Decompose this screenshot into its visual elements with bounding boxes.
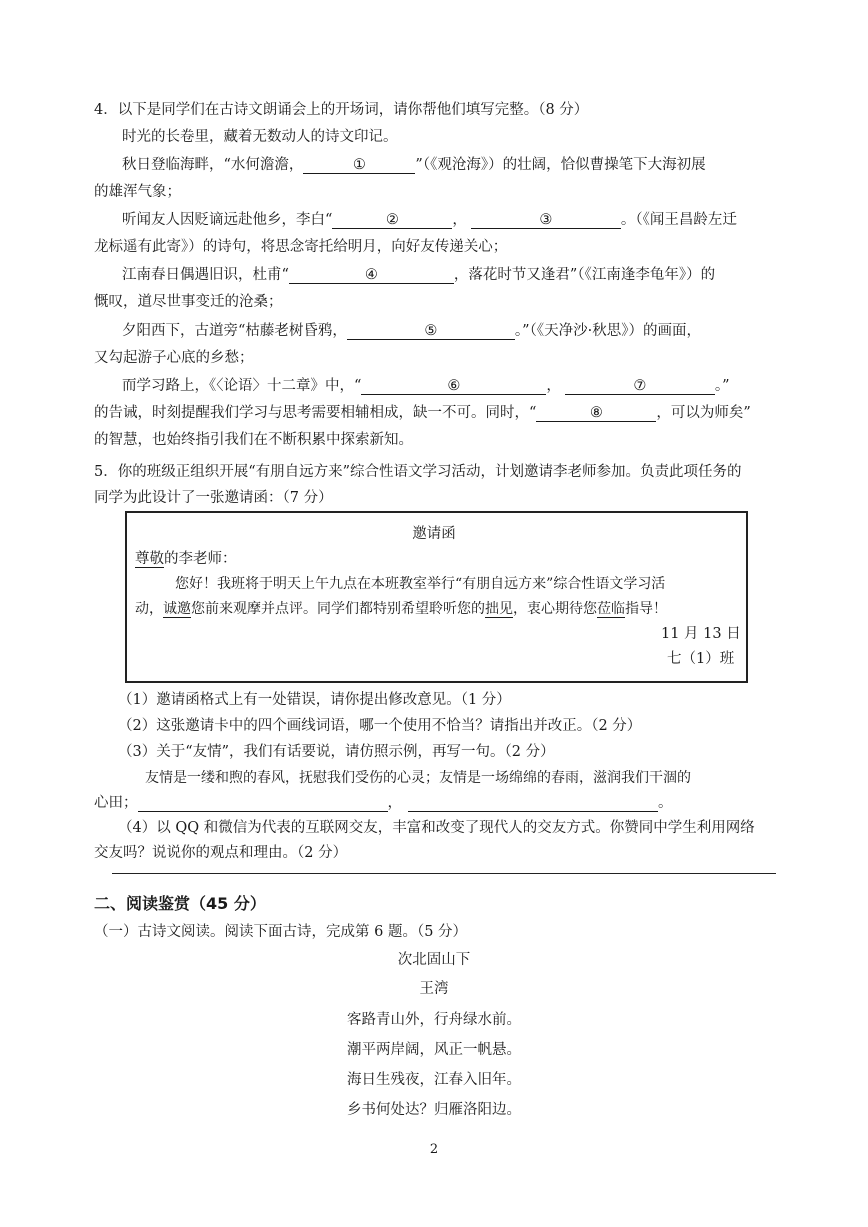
q4-line-4-cont: 又勾起游子心底的乡愁； xyxy=(94,350,254,366)
invitation-date: 11 月 13 日 xyxy=(661,626,741,642)
invitation-signature: 七（1）班 xyxy=(667,651,735,667)
answer-blank-2[interactable]: ② xyxy=(332,212,452,229)
q5-sub-4: （4）以 QQ 和微信为代表的互联网交友，丰富和改变了现代人的交友方式。你赞同中学生利用网络 xyxy=(118,820,755,836)
poem-line-2: 潮平两岸阔，风正一帆悬。 xyxy=(347,1042,521,1058)
q4-line-5-end: 的智慧，也始终指引我们在不断积累中探索新知。 xyxy=(94,432,413,448)
answer-blank-friendship-1[interactable] xyxy=(138,795,388,812)
q4-line-5-cont: 的告诫，时刻提醒我们学习与思考需要相辅相成，缺一不可。同时，“ ⑧ ，可以为师矣” xyxy=(94,405,751,421)
q4-line-3-cont: 慨叹，道尽世事变迁的沧桑； xyxy=(94,294,283,310)
page-number: 2 xyxy=(429,1142,439,1157)
answer-blank-6[interactable]: ⑥ xyxy=(361,378,546,395)
invitation-body-1: 您好！我班将于明天上午九点在本班教室举行“有朋自远方来”综合性语文学习活 xyxy=(175,576,666,592)
invitation-heading: 邀请函 xyxy=(412,526,456,542)
q5-example: 友情是一缕和煦的春风，抚慰我们受伤的心灵；友情是一场绵绵的春雨，滋润我们干涸的 xyxy=(145,770,691,786)
poem-author: 王湾 xyxy=(419,981,449,997)
q5-sub-2: （2）这张邀请卡中的四个画线词语，哪一个使用不恰当？请指出并改正。（2 分） xyxy=(118,718,642,734)
poem-line-1: 客路青山外，行舟绿水前。 xyxy=(347,1012,521,1028)
answer-blank-8[interactable]: ⑧ xyxy=(536,405,656,422)
answer-blank-4[interactable]: ④ xyxy=(289,267,454,284)
section-2-subtitle: （一）古诗文阅读。阅读下面古诗，完成第 6 题。（5 分） xyxy=(94,924,468,940)
q4-intro: 时光的长卷里，藏着无数动人的诗文印记。 xyxy=(122,129,398,145)
q5-sub-1: （1）邀请函格式上有一处错误，请你提出修改意见。（1 分） xyxy=(118,692,511,708)
q4-line-1-cont: 的雄浑气象； xyxy=(94,184,181,200)
answer-blank-friendship-2[interactable] xyxy=(408,795,658,812)
q4-line-2: 听闻友人因贬谪远赴他乡，李白“ ② ， ③ 。（《闻王昌龄左迁 xyxy=(122,212,737,228)
poem-title: 次北固山下 xyxy=(397,952,471,968)
section-2-title: 二、阅读鉴赏（45 分） xyxy=(94,894,266,913)
q4-line-1: 秋日登临海畔，“水何澹澹， ① ”（《观沧海》）的壮阔，恰似曹操笔下大海初展 xyxy=(122,157,706,173)
q5-sub-3: （3）关于“友情”，我们有话要说，请仿照示例，再写一句。（2 分） xyxy=(118,744,555,760)
q4-line-5: 而学习路上，《〈论语〉十二章》中，“ ⑥ ， ⑦ 。” xyxy=(122,378,730,394)
poem-line-3: 海日生残夜，江春入旧年。 xyxy=(347,1072,521,1088)
q5-sub-4-cont: 交友吗？说说你的观点和理由。（2 分） xyxy=(94,845,348,861)
underlined-word-3: 拙见 xyxy=(485,601,513,617)
answer-blank-5[interactable]: ⑤ xyxy=(347,323,515,340)
invitation-greeting: 尊敬的李老师： xyxy=(135,551,237,567)
section-divider xyxy=(112,873,776,874)
underlined-word-4: 莅临 xyxy=(597,601,625,617)
q4-title: 4．以下是同学们在古诗文朗诵会上的开场词，请你帮他们填写完整。（8 分） xyxy=(94,102,589,118)
underlined-word-1: 尊敬 xyxy=(135,551,164,567)
answer-blank-3[interactable]: ③ xyxy=(471,212,621,229)
answer-blank-7[interactable]: ⑦ xyxy=(565,378,715,395)
q4-line-2-cont: 龙标遥有此寄》）的诗句，将思念寄托给明月，向好友传递关心； xyxy=(94,239,508,255)
q4-line-3: 江南春日偶遇旧识，杜甫“ ④ ，落花时节又逢君”（《江南逢李龟年》）的 xyxy=(122,267,716,283)
q5-example-cont: 心田； ， 。 xyxy=(94,795,673,811)
answer-blank-1[interactable]: ① xyxy=(303,157,415,174)
q5-title-cont: 同学为此设计了一张邀请函：（7 分） xyxy=(94,490,333,506)
q5-title: 5．你的班级正组织开展“有朋自远方来”综合性语文学习活动，计划邀请李老师参加。负责此项任务的 xyxy=(94,464,742,480)
invitation-body-2: 动，诚邀您前来观摩并点评。同学们都特别希望聆听您的拙见，衷心期待您莅临指导！ xyxy=(135,601,667,617)
underlined-word-2: 诚邀 xyxy=(163,601,191,617)
poem-line-4: 乡书何处达？归雁洛阳边。 xyxy=(347,1102,521,1118)
q4-line-4: 夕阳西下，古道旁“枯藤老树昏鸦， ⑤ 。”（《天净沙·秋思》）的画面， xyxy=(122,323,701,339)
